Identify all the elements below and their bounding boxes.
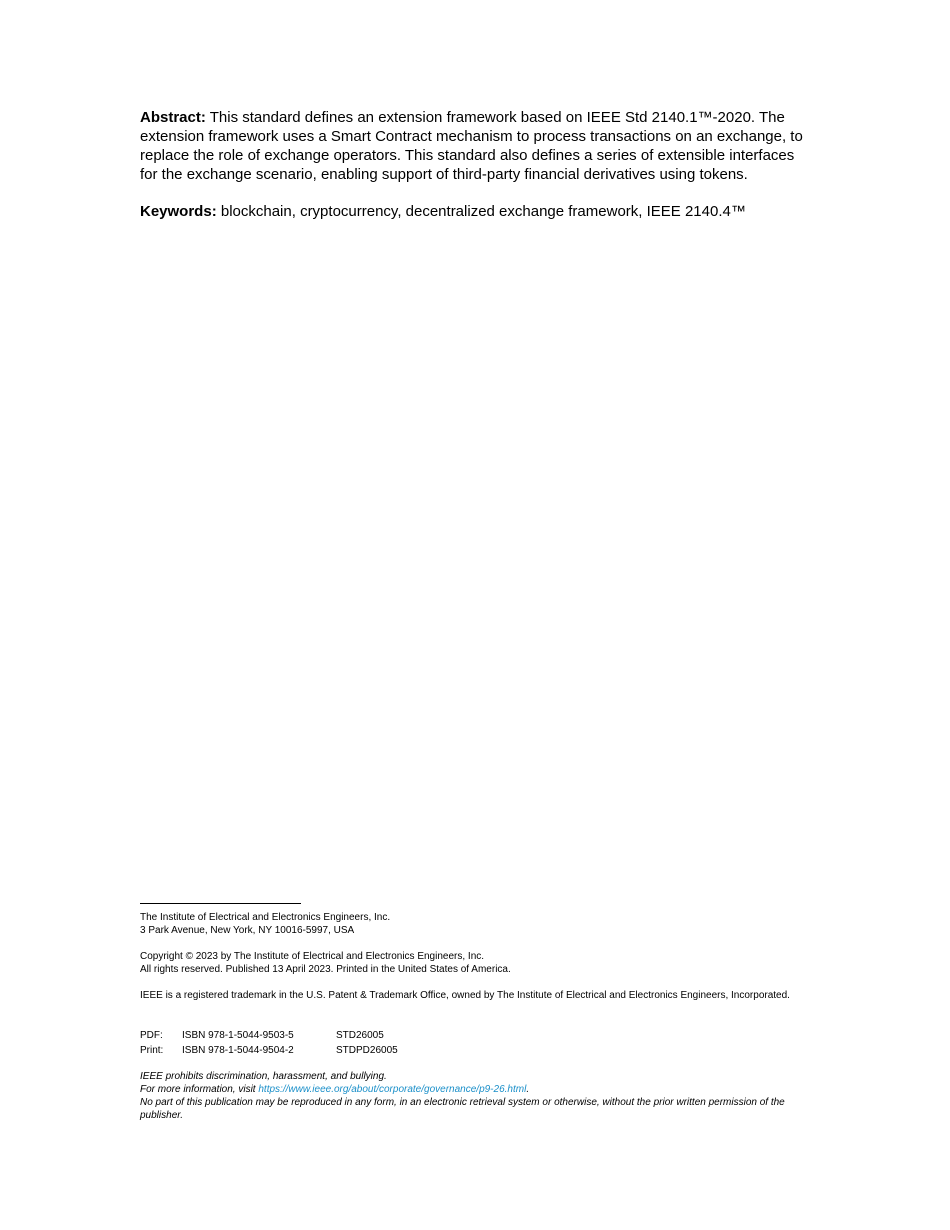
more-info-suffix: . bbox=[526, 1084, 530, 1095]
more-info-line bbox=[140, 1083, 820, 1096]
abstract-text: This standard defines an extension framework based on IEEE Std 2140.1™-2020. The extension framework uses a Smart Contract mechanism to process transactions on an exchange, to replace the role of exchange operators. This standard also defines a series of extensible interfaces for the exchange scenario, enabling support of third-party financial derivatives using tokens. bbox=[140, 109, 803, 183]
policy-link[interactable]: https://www.ieee.org/about/corporate/governance/p9-26.html bbox=[258, 1084, 527, 1095]
isbn-block bbox=[140, 1028, 820, 1058]
publisher-address bbox=[140, 911, 820, 937]
isbn-number: ISBN 978-1-5044-9504-2 bbox=[182, 1045, 294, 1056]
harassment-policy: IEEE prohibits discrimination, harassment, and bullying. bbox=[140, 1071, 387, 1082]
copyright-block bbox=[140, 950, 820, 976]
isbn-format: PDF: bbox=[140, 1030, 163, 1041]
institute-name: The Institute of Electrical and Electronics Engineers, Inc. bbox=[140, 912, 391, 923]
trademark-text: IEEE is a registered trademark in the U.S. Patent & Trademark Office, owned by The Institute of Electrical and Electronics Engineers, Incorporated. bbox=[140, 990, 790, 1001]
isbn-row-pdf bbox=[140, 1028, 820, 1043]
reproduction-notice: No part of this publication may be reproduced in any form, in an electronic retrieval system or otherwise, without the prior written permission of the publisher. bbox=[140, 1097, 785, 1121]
abstract-paragraph bbox=[140, 108, 815, 184]
isbn-code: STD26005 bbox=[336, 1030, 384, 1041]
isbn-format: Print: bbox=[140, 1045, 164, 1056]
isbn-code: STDPD26005 bbox=[336, 1045, 398, 1056]
keywords-label: Keywords: bbox=[140, 203, 217, 220]
more-info-prefix: For more information, visit bbox=[140, 1084, 259, 1095]
keywords-text: blockchain, cryptocurrency, decentralized exchange framework, IEEE 2140.4™ bbox=[216, 203, 746, 220]
copyright-line: Copyright © 2023 by The Institute of Electrical and Electronics Engineers, Inc. bbox=[140, 951, 485, 962]
institute-address: 3 Park Avenue, New York, NY 10016-5997, USA bbox=[140, 925, 355, 936]
rights-line: All rights reserved. Published 13 April 2023. Printed in the United States of America. bbox=[140, 964, 511, 975]
footnote-divider bbox=[140, 903, 301, 904]
isbn-number: ISBN 978-1-5044-9503-5 bbox=[182, 1030, 294, 1041]
legal-notice bbox=[140, 1070, 820, 1122]
isbn-row-print bbox=[140, 1043, 820, 1058]
abstract-label: Abstract: bbox=[140, 109, 206, 126]
trademark-notice bbox=[140, 989, 820, 1002]
keywords-paragraph bbox=[140, 202, 815, 221]
